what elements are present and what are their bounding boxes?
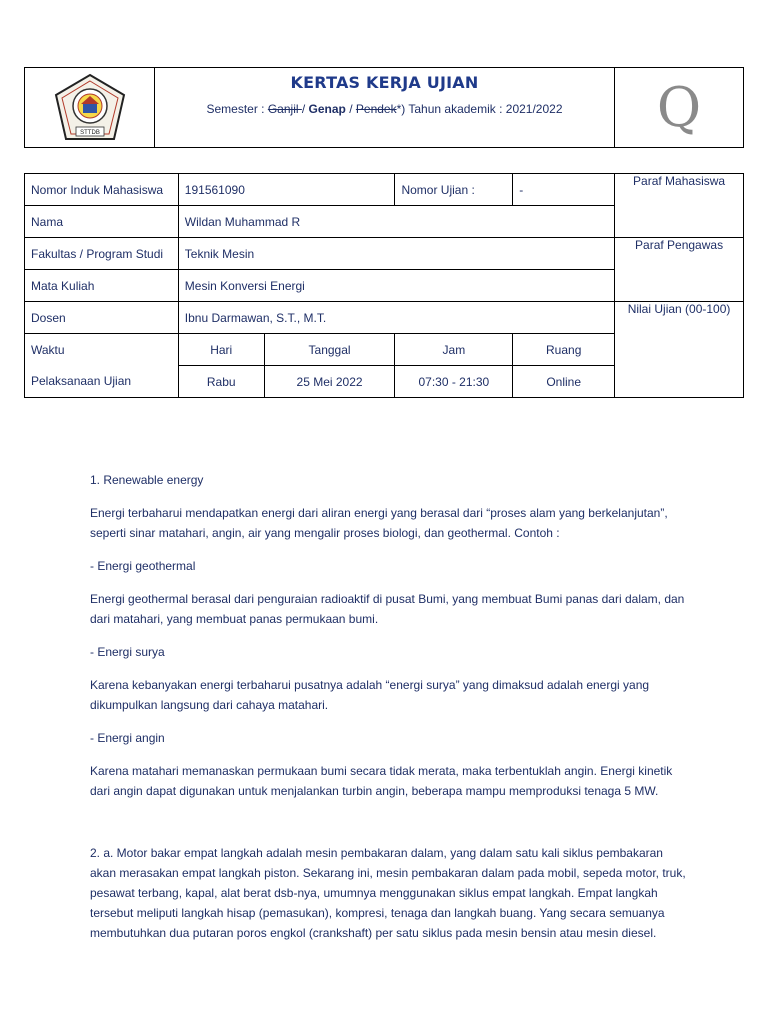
semester-line [155,102,614,116]
semester-prefix: Semester : [206,102,268,116]
waktu-label: Waktu [25,334,179,366]
student-info-table [24,173,744,398]
matkul-value: Mesin Konversi Energi [178,270,614,302]
tanggal-header: Tanggal [264,334,395,366]
jam-value: 07:30 - 21:30 [395,366,513,398]
answer-heading-1: 1. Renewable energy [90,473,204,487]
ujian-label: Nomor Ujian : [395,174,513,206]
tanggal-value: 25 Mei 2022 [264,366,395,398]
exam-header [24,67,744,148]
nama-value: Wildan Muhammad R [178,206,614,238]
semester-genap: Genap [308,102,346,116]
semester-suffix: *) Tahun akademik : 2021/2022 [396,102,563,116]
answer-paragraph: Karena kebanyakan energi terbaharui pusatnya adalah “energi surya” yang dimaksud adalah energi yang dikumpulkan langsung dari cahaya matahari. [90,678,650,712]
semester-pendek: Pendek [355,102,397,116]
dosen-value: Ibnu Darmawan, S.T., M.T. [178,302,614,334]
answer-heading-2: 2. a. Motor bakar empat langkah adalah mesin pembakaran dalam, yang dalam satu kali siklus pembakaran akan merasakan empat langkah piston. Sekarang ini, mesin pembakaran dalam pada mobil, sepeda motor, truk, pesawat terbang, kapal, alat berat dsb-nya, umumnya menggunakan siklus empat langkah. Empat langkah tersebut meliputi langkah hisap (pemasukan), kompresi, tenaga dan langkah buang. Yang secara semuanya membutuhkan dua putaran poros engkol (crankshaft) per satu siklus pada mesin bensin atau mesin diesel. [90,846,686,940]
nim-label: Nomor Induk Mahasiswa [25,174,179,206]
document-title: KERTAS KERJA UJIAN [290,73,479,92]
institution-logo-icon [52,73,128,143]
nilai-ujian: Nilai Ujian (00-100) [615,302,744,398]
matkul-label: Mata Kuliah [25,270,179,302]
paraf-mahasiswa: Paraf Mahasiswa [615,174,744,238]
fakultas-label: Fakultas / Program Studi [25,238,179,270]
answer-content [90,470,690,956]
answer-subheading: - Energi geothermal [90,559,196,573]
answer-subheading: - Energi angin [90,731,165,745]
svg-text:STTDB: STTDB [79,129,100,136]
answer-paragraph: Energi geothermal berasal dari penguraian radioaktif di pusat Bumi, yang membuat Bumi panas dari dalam, dan dari matahari, yang membuat panas permukaan bumi. [90,592,685,626]
hari-header: Hari [178,334,264,366]
logo-cell [25,68,155,147]
pelaksanaan-label: Pelaksanaan Ujian [25,366,179,398]
hari-value: Rabu [178,366,264,398]
answer-paragraph: Karena matahari memanaskan permukaan bumi secara tidak merata, maka terbentuklah angin. Energi kinetik dari angin dapat digunakan untuk menjalankan turbin angin, beberapa mampu memproduksi tenaga 5 MW. [90,764,673,798]
semester-sep1: / [301,102,309,116]
paraf-pengawas: Paraf Pengawas [615,238,744,302]
q-letter: Q [656,75,702,139]
nim-value: 191561090 [178,174,395,206]
dosen-label: Dosen [25,302,179,334]
title-cell [155,68,615,147]
ujian-value: - [513,174,615,206]
q-cell [615,68,743,147]
semester-ganjil: Ganjil [267,102,302,116]
fakultas-value: Teknik Mesin [178,238,614,270]
answer-paragraph: Energi terbaharui mendapatkan energi dari aliran energi yang berasal dari “proses alam yang berkelanjutan”, seperti sinar matahari, angin, air yang mengalir proses biologi, dan geothermal. Contoh : [90,506,668,540]
nama-label: Nama [25,206,179,238]
answer-subheading: - Energi surya [90,645,165,659]
jam-header: Jam [395,334,513,366]
ruang-value: Online [513,366,615,398]
semester-sep2: / [345,102,356,116]
ruang-header: Ruang [513,334,615,366]
